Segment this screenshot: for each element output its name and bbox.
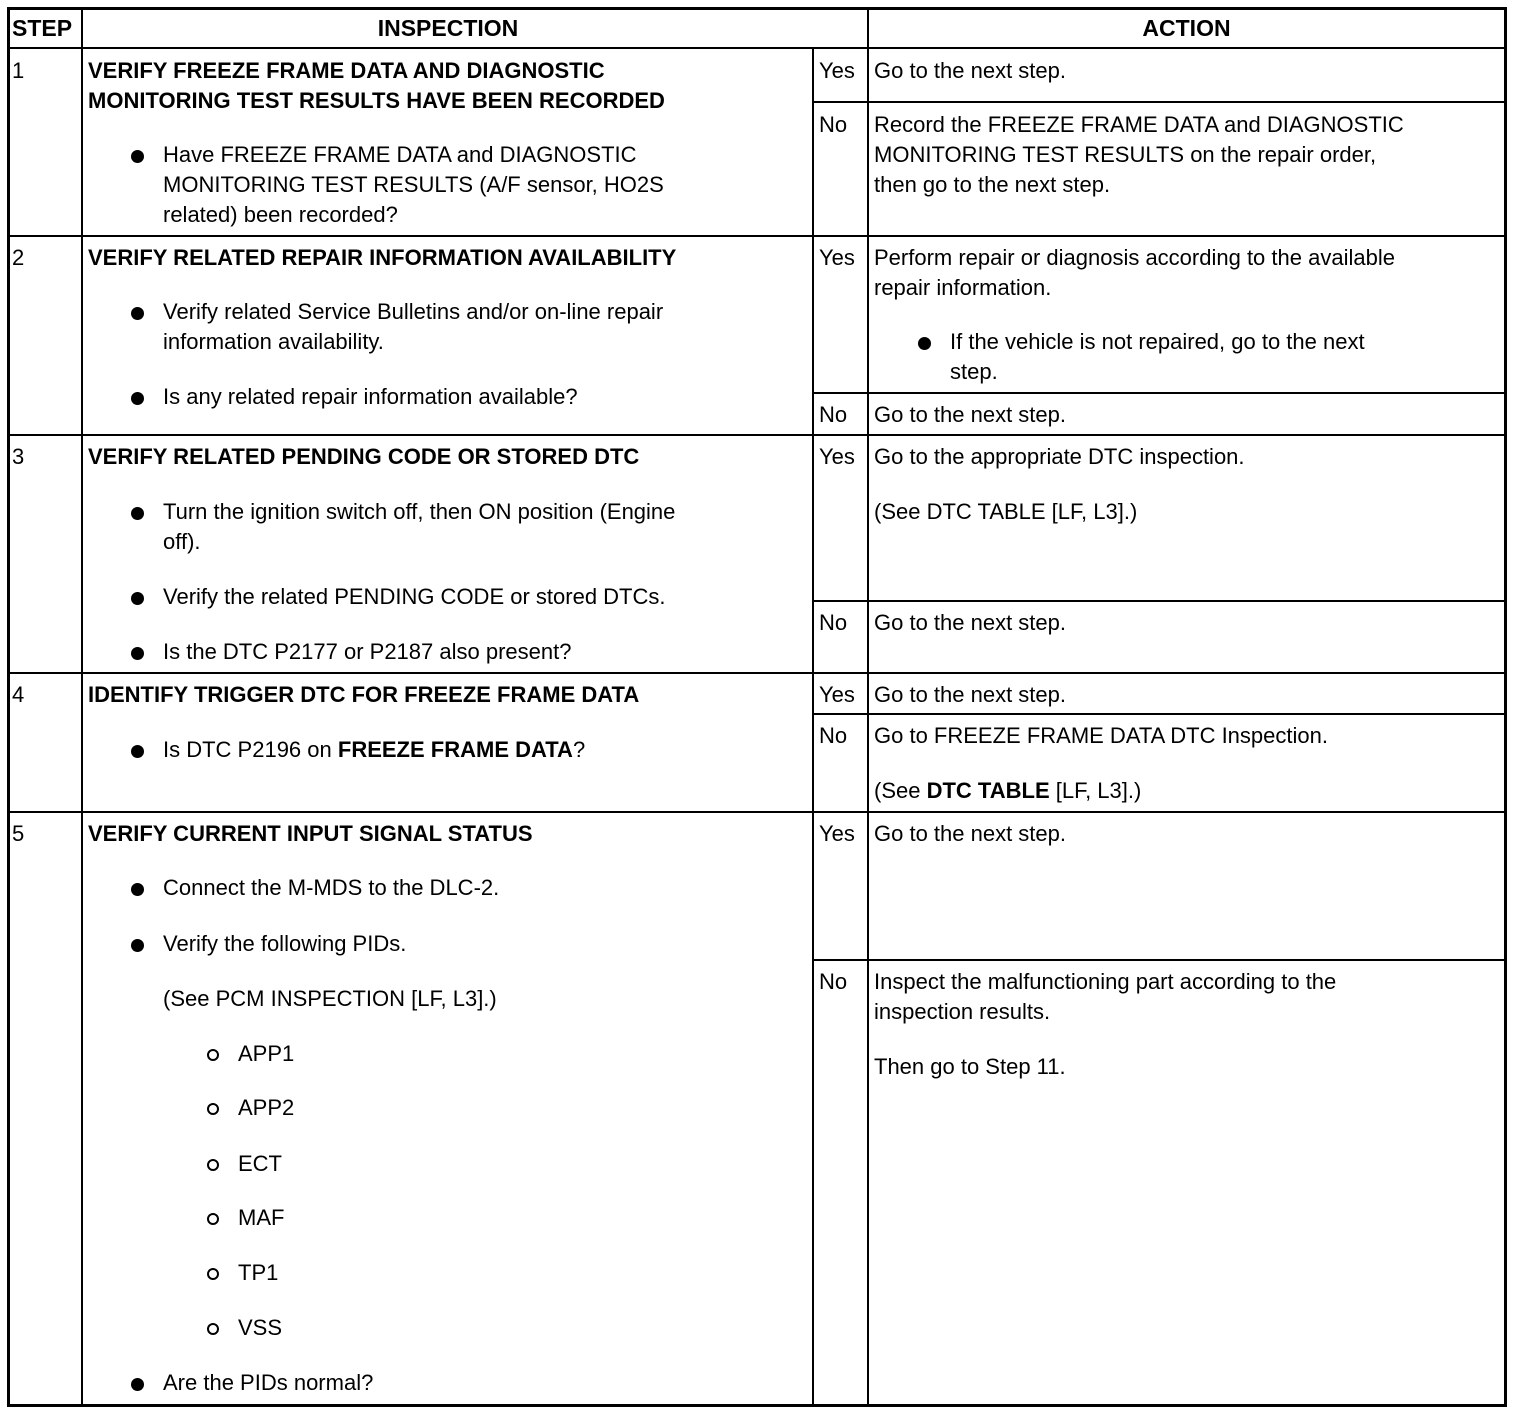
yes-label: Yes [819,58,855,83]
yes-no-divider [813,959,1504,961]
column-divider [867,10,869,1404]
no-action: Go to the next step. [874,402,1067,427]
step-number: 5 [12,821,25,846]
no-action: inspection results. [874,999,1051,1024]
bullet-icon [131,507,144,520]
bullet-text: related) been recorded? [163,202,398,227]
bullet-text: MONITORING TEST RESULTS (A/F sensor, HO2S [163,172,664,197]
column-divider [812,48,814,1404]
yes-action: Go to the next step. [874,682,1067,707]
no-action: Inspect the malfunctioning part according to the [874,969,1337,994]
no-label: No [819,112,848,137]
yes-no-divider [813,392,1504,394]
row-divider [10,811,1504,813]
no-note-pre: (See [874,778,927,803]
pid-item: ECT [238,1151,282,1176]
sub-bullet-icon [207,1268,219,1280]
no-action: MONITORING TEST RESULTS on the repair order, [874,142,1377,167]
sub-bullet-icon [207,1323,219,1335]
step-title: VERIFY RELATED PENDING CODE OR STORED DTC [88,444,640,469]
header-step: STEP [12,15,73,41]
no-label: No [819,723,848,748]
column-divider [81,10,83,1404]
sub-bullet-icon [207,1213,219,1225]
step-title: VERIFY CURRENT INPUT SIGNAL STATUS [88,821,533,846]
no-action: Go to FREEZE FRAME DATA DTC Inspection. [874,723,1328,748]
sub-bullet-icon [207,1159,219,1171]
bullet-text: off). [163,529,201,554]
header-divider [10,47,1504,49]
pid-item: TP1 [238,1260,279,1285]
yes-label: Yes [819,245,855,270]
step-number: 1 [12,58,25,83]
diagnostic-table [7,7,1507,1407]
row-divider [10,235,1504,237]
step-title: MONITORING TEST RESULTS HAVE BEEN RECORDED [88,88,665,113]
bullet-text: Verify the related PENDING CODE or stored DTCs. [163,584,666,609]
yes-action: repair information. [874,275,1052,300]
yes-note: (See DTC TABLE [LF, L3].) [874,499,1138,524]
bullet-text: Have FREEZE FRAME DATA and DIAGNOSTIC [163,142,637,167]
bullet-icon [131,307,144,320]
no-label: No [819,402,848,427]
bullet-text-bold: FREEZE FRAME DATA [337,737,573,762]
no-note [874,776,1141,806]
bullet-icon [131,392,144,405]
bullet-text: Connect the M-MDS to the DLC-2. [163,875,500,900]
bullet-icon [131,592,144,605]
yes-label: Yes [819,821,855,846]
bullet-icon [918,337,931,350]
bullet-text: information availability. [163,329,384,354]
yes-no-divider [813,600,1504,602]
bullet-text: Is any related repair information available? [163,384,578,409]
step-title: IDENTIFY TRIGGER DTC FOR FREEZE FRAME DATA [88,682,640,707]
no-note: Then go to Step 11. [874,1054,1066,1079]
pid-item: APP2 [238,1095,295,1120]
step-title: VERIFY FREEZE FRAME DATA AND DIAGNOSTIC [88,58,605,83]
sub-bullet-icon [207,1049,219,1061]
yes-no-divider [813,101,1504,103]
bullet-text: Verify related Service Bulletins and/or on-line repair [163,299,664,324]
bullet-text: Verify the following PIDs. [163,931,407,956]
no-note-bold: DTC TABLE [926,778,1050,803]
yes-action: Go to the next step. [874,821,1067,846]
bullet-text-pre: Is DTC P2196 on [163,737,338,762]
bullet-text: Are the PIDs normal? [163,1370,374,1395]
yes-action: Go to the next step. [874,58,1067,83]
yes-label: Yes [819,682,855,707]
no-action: then go to the next step. [874,172,1111,197]
header-inspection: INSPECTION [377,15,519,41]
bullet-icon [131,1378,144,1391]
bullet-text: Is the DTC P2177 or P2187 also present? [163,639,572,664]
step-title: VERIFY RELATED REPAIR INFORMATION AVAILABILITY [88,245,677,270]
no-note-post: [LF, L3].) [1049,778,1142,803]
step-number: 4 [12,682,25,707]
bullet-icon [131,150,144,163]
pcm-note: (See PCM INSPECTION [LF, L3].) [163,986,497,1011]
no-action: Go to the next step. [874,610,1067,635]
row-divider [10,672,1504,674]
sub-bullet-icon [207,1103,219,1115]
header-action: ACTION [1142,15,1231,41]
yes-bullet-text: step. [950,359,998,384]
yes-bullet-text: If the vehicle is not repaired, go to the next [950,329,1365,354]
bullet-text: Turn the ignition switch off, then ON position (Engine [163,499,676,524]
row-divider [10,434,1504,436]
step-number: 2 [12,245,25,270]
yes-label: Yes [819,444,855,469]
no-action: Record the FREEZE FRAME DATA and DIAGNOSTIC [874,112,1404,137]
bullet-icon [131,647,144,660]
pid-item: APP1 [238,1041,295,1066]
step-number: 3 [12,444,25,469]
pid-item: MAF [238,1205,285,1230]
bullet-icon [131,883,144,896]
yes-no-divider [813,713,1504,715]
yes-action: Perform repair or diagnosis according to the available [874,245,1395,270]
no-label: No [819,969,848,994]
bullet-text [163,735,585,765]
pid-item: VSS [238,1315,283,1340]
bullet-icon [131,939,144,952]
bullet-text-post: ? [572,737,586,762]
no-label: No [819,610,848,635]
yes-action: Go to the appropriate DTC inspection. [874,444,1245,469]
bullet-icon [131,745,144,758]
